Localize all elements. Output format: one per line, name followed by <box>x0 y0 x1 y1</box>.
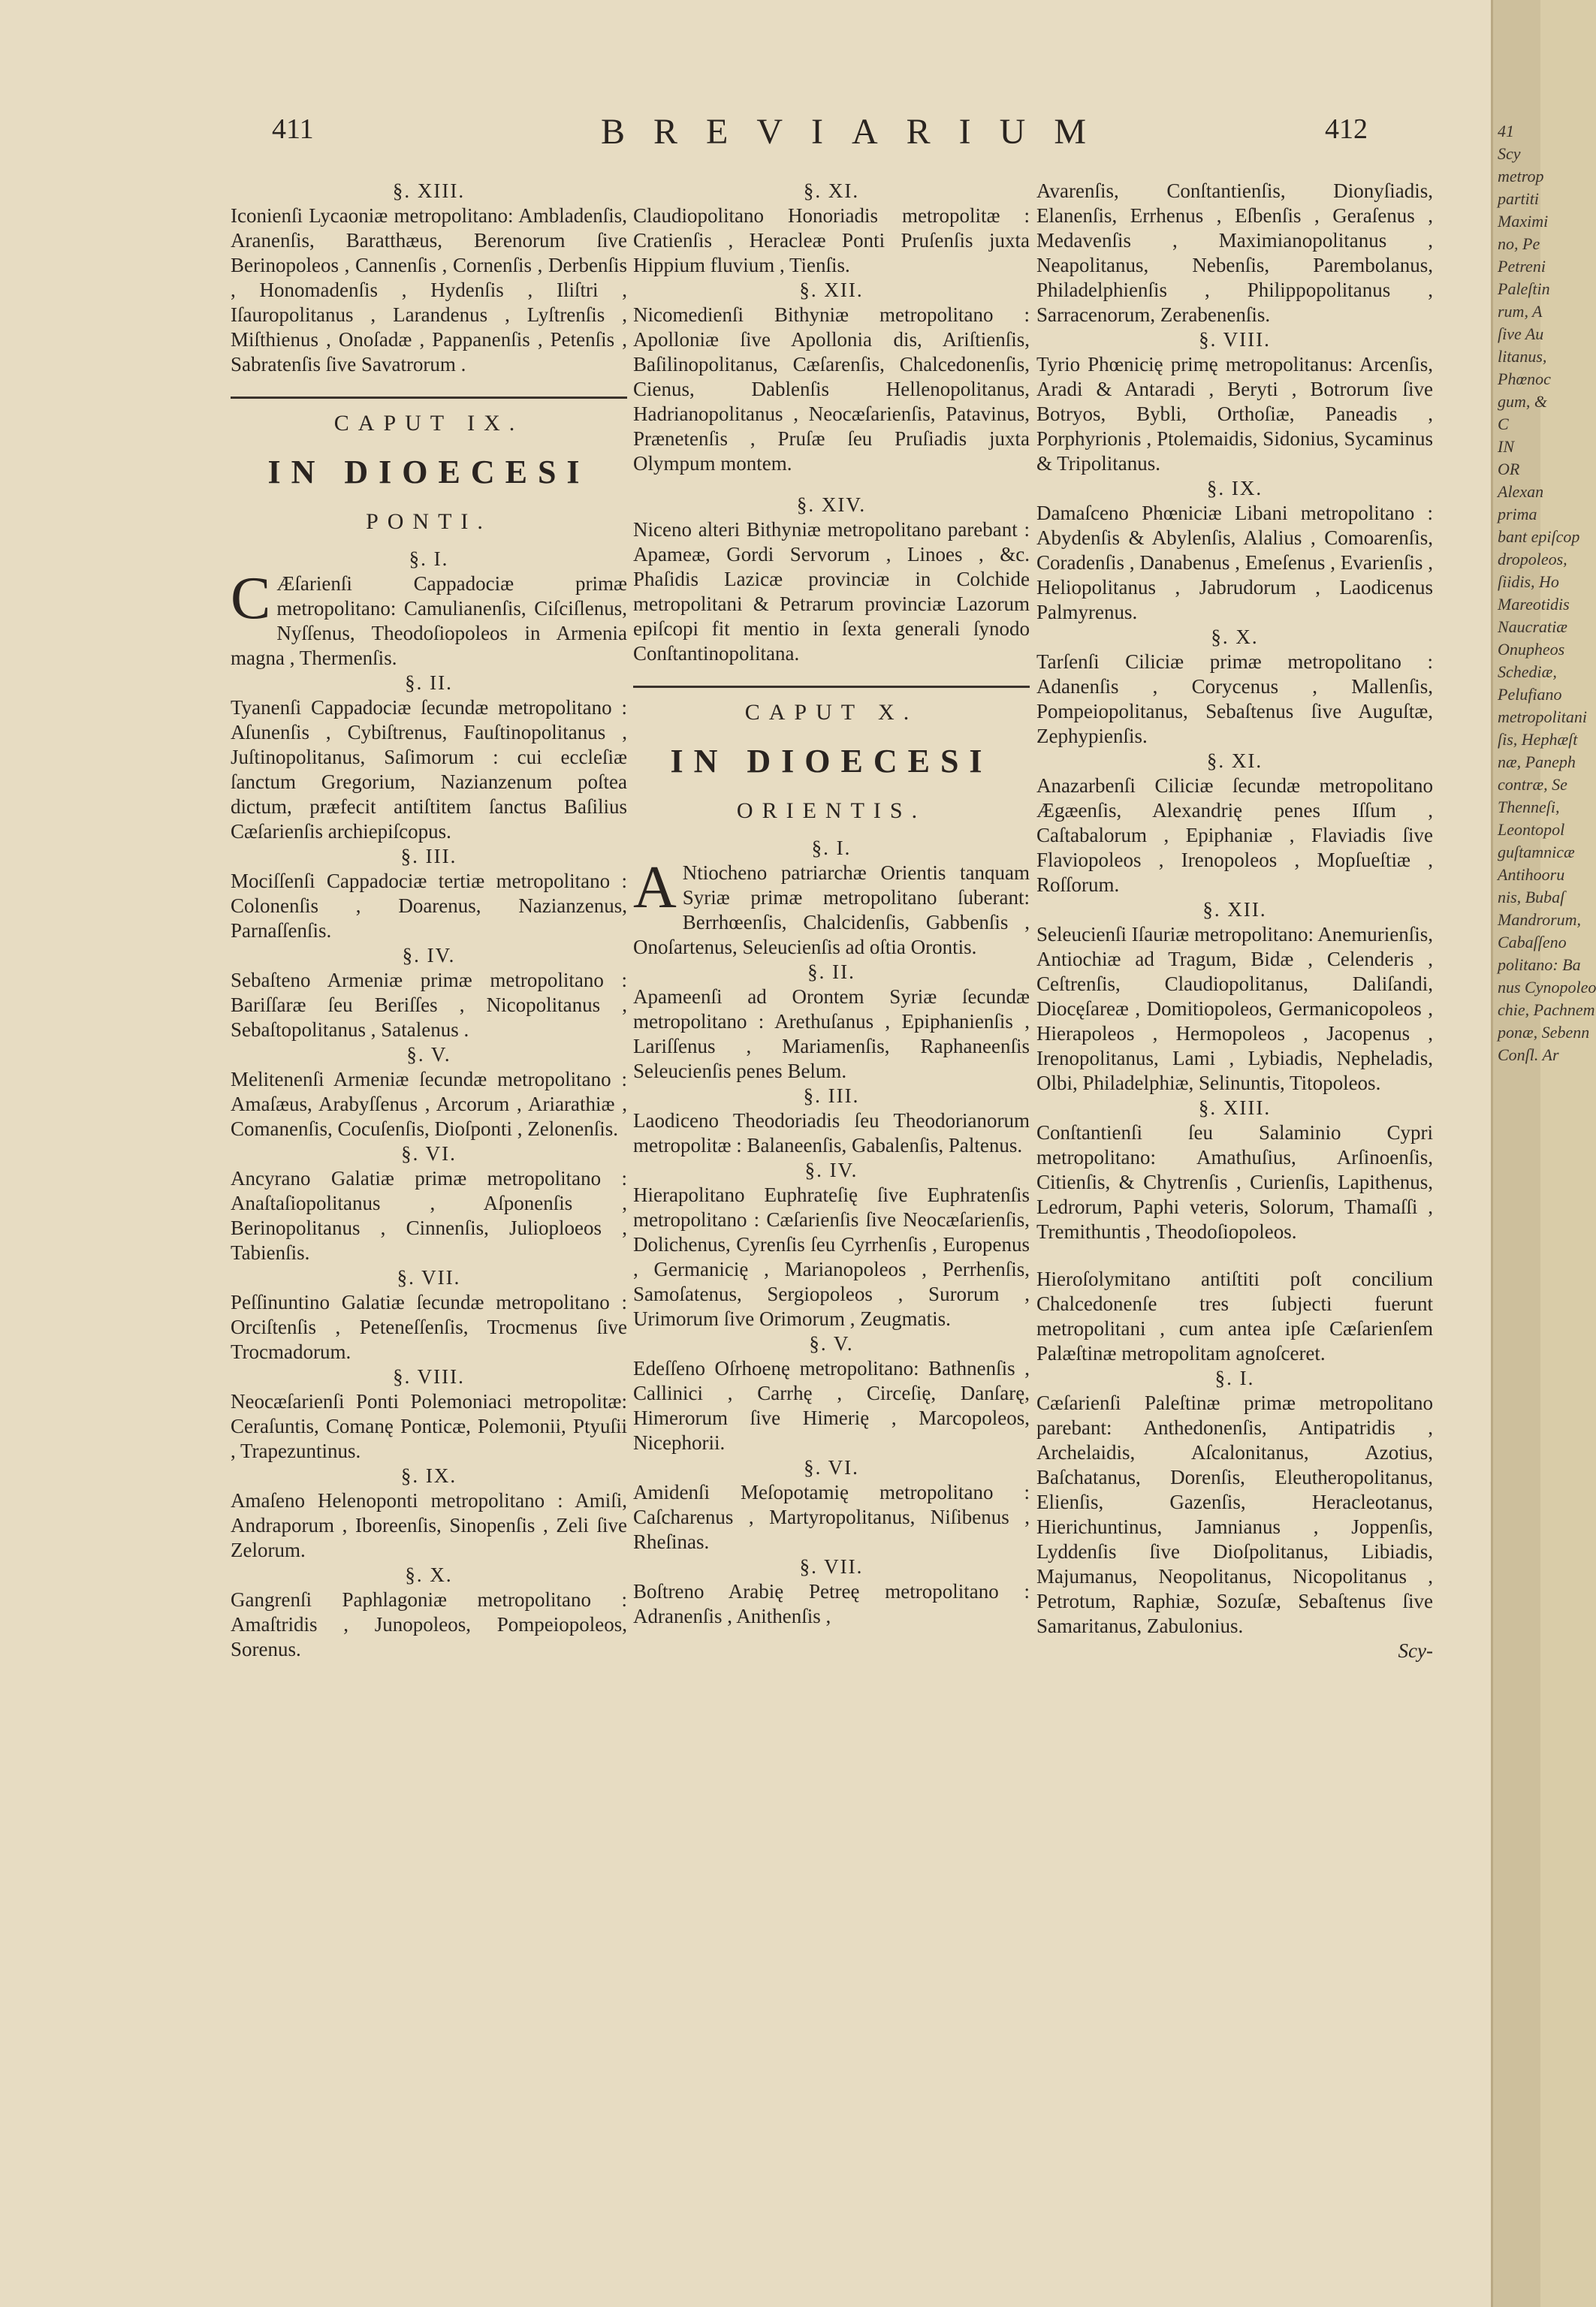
paragraph: Hierapolitano Euphrateſię ſive Euphratenſis metropolitano : Cæſarienſis ſive Neocæſarienſis, Dolichenus, Cyrenſis ſeu Cyrrhenſis , Europenus , Germanicię , Marianopoleos , Perrhenſis, Samoſatenus, Sergiopoleos , Surorum , Urimorum ſive Orimorum , Zeugmatis. <box>633 1184 1030 1330</box>
catchword: Scy- <box>1398 1639 1433 1662</box>
paragraph: Ancyrano Galatiæ primæ metropolitano : Anaſtaſiopolitanus , Aſponenſis , Berinopolitanus , Cinnenſis, Julioploeos , Tabienſis. <box>231 1167 627 1264</box>
section-number: §. XI. <box>1206 749 1263 772</box>
next-page-edge <box>1491 0 1596 2307</box>
edge-text-fragment: chie, Pachnem <box>1498 1000 1595 1019</box>
edge-text-fragment: OR <box>1498 460 1520 478</box>
edge-text-fragment: Alexan <box>1498 482 1544 501</box>
paragraph: Amidenſi Meſopotamię metropolitano : Caſcharenus , Martyropolitanus, Niſibenus , Rheſinas. <box>633 1481 1030 1553</box>
section-number: §. I. <box>409 547 449 570</box>
paragraph-dropcap: C Æſarienſi Cappadociæ primæ metropolitano: Camulianenſis, Ciſciſlenus, Nyſſenus, Theodoſiopoleos in Armenia magna , Thermenſis. <box>231 565 627 669</box>
edge-text-fragment: litanus, <box>1498 347 1547 366</box>
edge-text-fragment: IN <box>1498 437 1514 456</box>
edge-text-fragment: dropoleos, <box>1498 550 1567 568</box>
paragraph: Damaſceno Phœniciæ Libani metropolitano : Abydenſis & Abylenſis, Alalius , Comoarenſis, Coradenſis , Danabenus , Emeſenus , Evarienſis , Heliopolitanus , Jabrudorum , Laodicenus Palmyrenus. <box>1036 502 1433 623</box>
paragraph: Tarſenſi Ciliciæ primæ metropolitano : Adanenſis , Corycenus , Mallenſis, Pompeiopolitanus, Sebaſtenus ſive Auguſtæ, Zephypienſis. <box>1036 650 1433 747</box>
edge-text-fragment: nus Cynopoleo <box>1498 978 1596 997</box>
edge-text-fragment: Cabaſſeno <box>1498 933 1567 951</box>
paragraph: Gangrenſi Paphlagoniæ metropolitano : Amaſtridis , Junopoleos, Pompeiopoleos, Sorenus. <box>231 1588 627 1660</box>
section-number: §. III. <box>803 1084 860 1107</box>
paragraph: Sebaſteno Armeniæ primæ metropolitano : Bariſſaræ ſeu Beriſſes , Nicopolitanus , Sebaſtopolitanus , Satalenus . <box>231 969 627 1041</box>
edge-text-fragment: prima <box>1498 505 1537 523</box>
drop-cap: A <box>633 855 677 921</box>
section-number: §. XII. <box>1202 898 1267 921</box>
paragraph: Avarenſis, Conſtantienſis, Dionyſiadis, Elanenſis, Errhenus , Eſbenſis , Geraſenus , Medavenſis , Maximianopolitanus , Neapolitanus, Nebenſis, Parembolanus, Philadelphienſis , Philippopolitanus , Sarracenorum, Zerabenenſis. <box>1036 179 1433 326</box>
paragraph: Tyanenſi Cappadociæ ſecundæ metropolitano : Aſunenſis , Cybiſtrenus, Fauſtinopolitanus , Juſtinopolitanus, Saſimorum : cui eccleſiæ ſanctum Gregorium, Nazianzenum poſtea dictum, præfecit antiſtitem ſanctus Baſilius Cæſarienſis archiepiſcopus. <box>231 696 627 843</box>
section-number: §. V. <box>809 1332 854 1355</box>
section-number: §. VII. <box>397 1266 461 1289</box>
edge-text-fragment: ſiidis, Ho <box>1498 572 1559 591</box>
paragraph: Mociſſenſi Cappadociæ tertiæ metropolitano : Colonenſis , Doarenus, Nazianzenus, Parnaſſenſis. <box>231 870 627 942</box>
chapter-heading: CAPUT X. <box>744 700 919 725</box>
divider <box>231 397 627 399</box>
paragraph: Seleucienſi Iſauriæ metropolitano: Anemurienſis, Antiochiæ ad Tragum, Bidæ , Celenderis , Ceſtrenſis, Claudiopolitanus, Daliſandi, Diocęſareæ , Domitiopoleos, Germanicopoleos , Hierapoleos , Hermopoleos , Jacopenus , Irenopolitanus, Lami , Lybiadis, Nepheladis, Olbi, Philadelphiæ, Selinuntis, Titopoleos. <box>1036 923 1433 1094</box>
paragraph: Apameenſi ad Orontem Syriæ ſecundæ metropolitano : Arethuſanus , Epiphanienſis , Lariſſenus , Mariamenſis, Raphaneenſis Seleucienſis penes Belum. <box>633 985 1030 1082</box>
edge-text-fragment: Phœnoc <box>1498 369 1551 388</box>
edge-text-fragment: Conſl. Ar <box>1498 1045 1559 1064</box>
edge-text-fragment: C <box>1498 415 1509 433</box>
paragraph: Melitenenſi Armeniæ ſecundæ metropolitano : Amaſæus, Arabyſſenus , Arcorum , Ariarathiæ , Comanenſis, Cocuſenſis, Dioſponti , Zelonenſis. <box>231 1068 627 1140</box>
section-number: §. IX. <box>1206 477 1263 499</box>
section-number: §. XIII. <box>1198 1096 1272 1119</box>
section-number: §. VIII. <box>393 1365 465 1388</box>
edge-text-fragment: nis, Bubaſ <box>1498 888 1565 906</box>
edge-text-fragment: partiti <box>1498 189 1540 208</box>
section-number: §. IX. <box>400 1464 457 1487</box>
edge-text-fragment: contræ, Se <box>1498 775 1567 794</box>
edge-text-fragment: Antihooru <box>1498 865 1565 884</box>
paragraph: Tyrio Phœnicię primę metropolitanus: Arcenſis, Aradi & Antaradi , Beryti , Botrorum ſive Botryos, Bybli, Orthoſiæ, Paneadis , Porphyrionis , Ptolemaidis, Sidonius, Sycaminus & Tripolitanus. <box>1036 353 1433 475</box>
paragraph: Laodiceno Theodoriadis ſeu Theodorianorum metropolitæ : Balaneenſis, Gabalenſis, Paltenus. <box>633 1109 1030 1157</box>
edge-text-fragment: bant epiſcop <box>1498 527 1580 546</box>
section-number: §. IV. <box>402 944 456 967</box>
paragraph: Amaſeno Helenoponti metropolitano : Amiſi, Andraporum , Iboreenſis, Sinopenſis , Zeli ſive Zelorum. <box>231 1489 627 1561</box>
edge-text-fragment: Scy <box>1498 144 1521 163</box>
edge-text-fragment: ponæ, Sebenn <box>1498 1023 1590 1042</box>
edge-text-fragment: ſis, Hephæſt <box>1498 730 1578 749</box>
edge-text-fragment: Petreni <box>1498 257 1546 276</box>
edge-text-fragment: politano: Ba <box>1498 955 1581 974</box>
paragraph: Cæſarienſi Paleſtinæ primæ metropolitano parebant: Anthedonenſis, Antipatridis , Archelaidis, Aſcalonitanus, Azotius, Baſchatanus, Dorenſis, Eleutheropolitanus, Elienſis, Gazenſis, Heracleotanus, Hierichuntinus, Jamnianus , Joppenſis, Lyddenſis ſive Dioſpolitanus, Libiadis, Majumanus, Neopolitanus, Nicopolitanus , Petrotum, Raphiæ, Sozuſæ, Sebaſtenus ſive Samaritanus, Zabulonius. <box>1036 1392 1433 1637</box>
paragraph: Neocæſarienſi Ponti Polemoniaci metropolitæ: Ceraſuntis, Comanę Ponticæ, Polemonii, Ptyuſii , Trapezuntinus. <box>231 1390 627 1462</box>
section-number: §. III. <box>400 845 457 867</box>
section-number: §. II. <box>405 671 453 694</box>
section-number: §. X. <box>405 1564 453 1586</box>
section-number: §. I. <box>811 837 852 859</box>
paragraph: Niceno alteri Bithyniæ metropolitano parebant : Apameæ, Gordi Servorum , Linoes , &c. Phaſidis Lazicæ provinciæ in Colchide metropolitani & Petrarum provinciæ Lazorum epiſcopi fit mentio in ſexta generali ſynodo Conſtantinopolitana. <box>633 518 1030 665</box>
paragraph: Claudiopolitano Honoriadis metropolitæ : Cratienſis , Heracleæ Ponti Pruſenſis juxta Hippium fluvium , Tienſis. <box>633 204 1030 276</box>
paragraph: Boſtreno Arabię Petreę metropolitano : Adranenſis , Anithenſis , <box>633 1580 1030 1627</box>
section-number: §. I. <box>1214 1367 1255 1389</box>
edge-text-fragment: rum, A <box>1498 302 1543 321</box>
section-number: §. XIII. <box>392 179 466 202</box>
section-number: §. XIV. <box>796 493 867 516</box>
edge-text-fragment: Mareotidis <box>1498 595 1570 614</box>
section-number: §. VIII. <box>1199 328 1271 351</box>
divider <box>633 686 1030 688</box>
edge-text-fragment: gum, & <box>1498 392 1547 411</box>
paragraph: Anazarbenſi Ciliciæ ſecundæ metropolitano Ægæenſis, Alexandrię penes Iſſum , Caſtabalorum , Epiphaniæ , Flaviadis ſive Flaviopoleos , Irenopoleos , Mopſueſtiæ , Roſſorum. <box>1036 774 1433 896</box>
edge-text-fragment: Pelufiano <box>1498 685 1562 704</box>
edge-text-fragment: no, Pe <box>1498 234 1540 253</box>
edge-text-fragment: metrop <box>1498 167 1544 185</box>
edge-text-fragment: Leontopol <box>1498 820 1565 839</box>
edge-text-fragment: Paleſtin <box>1498 279 1550 298</box>
edge-text-fragment: næ, Paneph <box>1498 752 1576 771</box>
column-right <box>1036 179 1433 1663</box>
paragraph: Iconienſi Lycaoniæ metropolitano: Ambladenſis, Aranenſis, Baratthæus, Berenorum ſive Berinopoleos , Cannenſis , Cornenſis , Derbenſis , Honomadenſis , Hydenſis , Iliſtri , Iſauropolitanus , Larandenus , Lyſtrenſis , Miſthienus , Onoſadæ , Pappanenſis , Petenſis , Sabratenſis ſive Savatrorum . <box>231 204 627 375</box>
paragraph-dropcap: A Ntiocheno patriarchæ Orientis tanquam Syriæ primæ metropolitano ſuberant: Berrhœenſis, Chalcidenſis, Gabbenſis , Onoſartenus, Seleucienſis ad oſtia Orontis. <box>633 855 1030 958</box>
edge-text-fragment: Schediæ, <box>1498 662 1557 681</box>
paragraph: Conſtantienſi ſeu Salaminio Cypri metropolitano: Amathuſius, Arſinoenſis, Citienſis, & Chytrenſis , Curienſis, Lapithenus, Ledrorum, Paphi veteris, Solorum, Thamaſſi , Tremithuntis , Theodoſiopoleos. <box>1036 1121 1433 1243</box>
paragraph: Edeſſeno Oſrhoenę metropolitano: Bathnenſis , Callinici , Carrhę , Circeſię, Danſarę, Himerorum ſive Himerię , Marcopoleos, Nicephorii. <box>633 1357 1030 1454</box>
edge-text-fragment: metropolitani <box>1498 707 1587 726</box>
province-heading: PONTI. <box>366 509 492 534</box>
paragraph: Nicomedienſi Bithyniæ metropolitano : Apolloniæ ſive Apollonia dis, Ariſtienſis, Baſilinopolitanus, Cæſarenſis, Chalcedonenſis, Cienus, Dablenſis Hellenopolitanus, Hadrianopolitanus , Neocæſarienſis, Patavinus, Prænetenſis , Pruſæ ſeu Pruſiadis juxta Olympum montem. <box>633 303 1030 475</box>
section-number: §. II. <box>807 960 855 983</box>
section-number: §. V. <box>406 1043 451 1066</box>
section-number: §. X. <box>1211 626 1259 648</box>
page-number-right: 412 <box>1325 113 1368 145</box>
section-number: §. VI. <box>401 1142 457 1165</box>
section-number: §. VI. <box>804 1456 859 1479</box>
edge-text-fragment: Maximi <box>1498 212 1549 231</box>
page-number-left: 411 <box>272 113 314 145</box>
province-heading: ORIENTIS. <box>736 798 927 823</box>
drop-cap: C <box>231 565 271 632</box>
running-title: BREVIARIUM <box>601 112 1115 152</box>
chapter-heading: CAPUT IX. <box>333 411 524 436</box>
edge-text-fragment: Naucratiæ <box>1498 617 1567 636</box>
column-middle <box>633 179 1030 1629</box>
edge-text-fragment: Mandrorum, <box>1498 910 1582 929</box>
section-number: §. VII. <box>799 1555 864 1578</box>
paragraph: Peſſinuntino Galatiæ ſecundæ metropolitano : Orciſtenſis , Peteneſſenſis, Trocmenus ſive Trocmadorum. <box>231 1291 627 1363</box>
paragraph: Hieroſolymitano antiſtiti poſt concilium Chalcedonenſe tres ſubjecti fuerunt metropolitani , cum antea ipſe Cæſarienſem Palæſtinæ metropolitam agnoſceret. <box>1036 1268 1433 1365</box>
edge-text-fragment: ſive Au <box>1498 324 1544 343</box>
edge-text-fragment: Thenneſi, <box>1498 798 1560 816</box>
section-number: §. IV. <box>804 1159 858 1181</box>
edge-text-fragment: guſtamnicæ <box>1498 843 1575 861</box>
section-number: §. XI. <box>803 179 860 202</box>
edge-text-fragment: 41 <box>1498 122 1514 140</box>
column-left <box>231 179 627 1662</box>
diocese-heading: IN DIOECESI <box>670 743 993 780</box>
edge-text-fragment: Onupheos <box>1498 640 1565 659</box>
section-number: §. XII. <box>799 279 864 301</box>
diocese-heading: IN DIOECESI <box>267 454 590 490</box>
